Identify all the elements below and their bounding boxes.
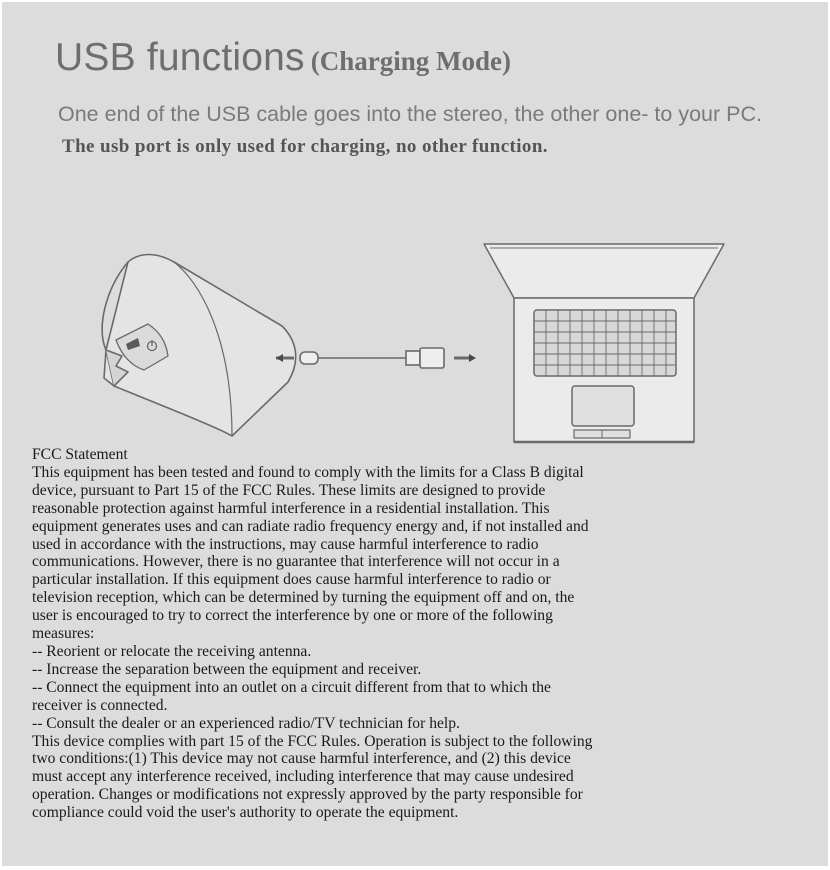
fcc-line: communications. However, there is no guarantee that interference will not occur in a [32,553,560,571]
fcc-line: must accept any interference received, including interference that may cause undesired [32,768,574,786]
fcc-measure: -- Connect the equipment into an outlet on a circuit different from that to which the [32,678,551,696]
fcc-line: compliance could void the user's authority to operate the equipment. [32,804,459,822]
usb-instruction: One end of the USB cable goes into the stereo, the other one- to your PC. [58,102,762,126]
laptop-icon [484,244,724,442]
fcc-line: television reception, which can be determined by turning the equipment off and on, the [32,589,575,607]
fcc-measure: -- Reorient or relocate the receiving antenna. [32,642,312,660]
fcc-line: two conditions:(1) This device may not cause harmful interference, and (2) this device [32,750,571,768]
title-suffix: (Charging Mode) [310,46,511,76]
fcc-line: operation. Changes or modifications not expressly approved by the party responsible for [32,786,583,804]
speaker-icon [102,255,296,437]
fcc-line: device, pursuant to Part 15 of the FCC Rules. These limits are designed to provide [32,481,546,499]
fcc-line: This equipment has been tested and found to comply with the limits for a Class B digital [32,463,584,481]
fcc-measure: -- Increase the separation between the equipment and receiver. [32,660,422,678]
usb-connection-illustration [82,238,762,458]
fcc-heading: FCC Statement [32,446,128,463]
fcc-line: This device complies with part 15 of the FCC Rules. Operation is subject to the following [32,732,593,750]
title-main: USB functions [55,36,305,79]
fcc-measure: -- Consult the dealer or an experienced radio/TV technician for help. [32,714,460,732]
fcc-line: used in accordance with the instructions, may cause harmful interference to radio [32,535,539,553]
page-title [55,38,511,77]
fcc-line: reasonable protection against harmful interference in a residential installation. This [32,499,550,517]
charging-note: The usb port is only used for charging, no other function. [62,136,548,157]
fcc-line: receiver is connected. [32,696,168,714]
fcc-statement [32,446,822,822]
manual-page [2,2,828,866]
fcc-line: equipment generates uses and can radiate radio frequency energy and, if not installed and [32,517,589,535]
fcc-line: measures: [32,625,95,643]
fcc-line: user is encouraged to try to correct the interference by one or more of the following [32,607,553,625]
fcc-line: particular installation. If this equipment does cause harmful interference to radio or [32,571,551,589]
usb-cable-icon [276,348,476,368]
